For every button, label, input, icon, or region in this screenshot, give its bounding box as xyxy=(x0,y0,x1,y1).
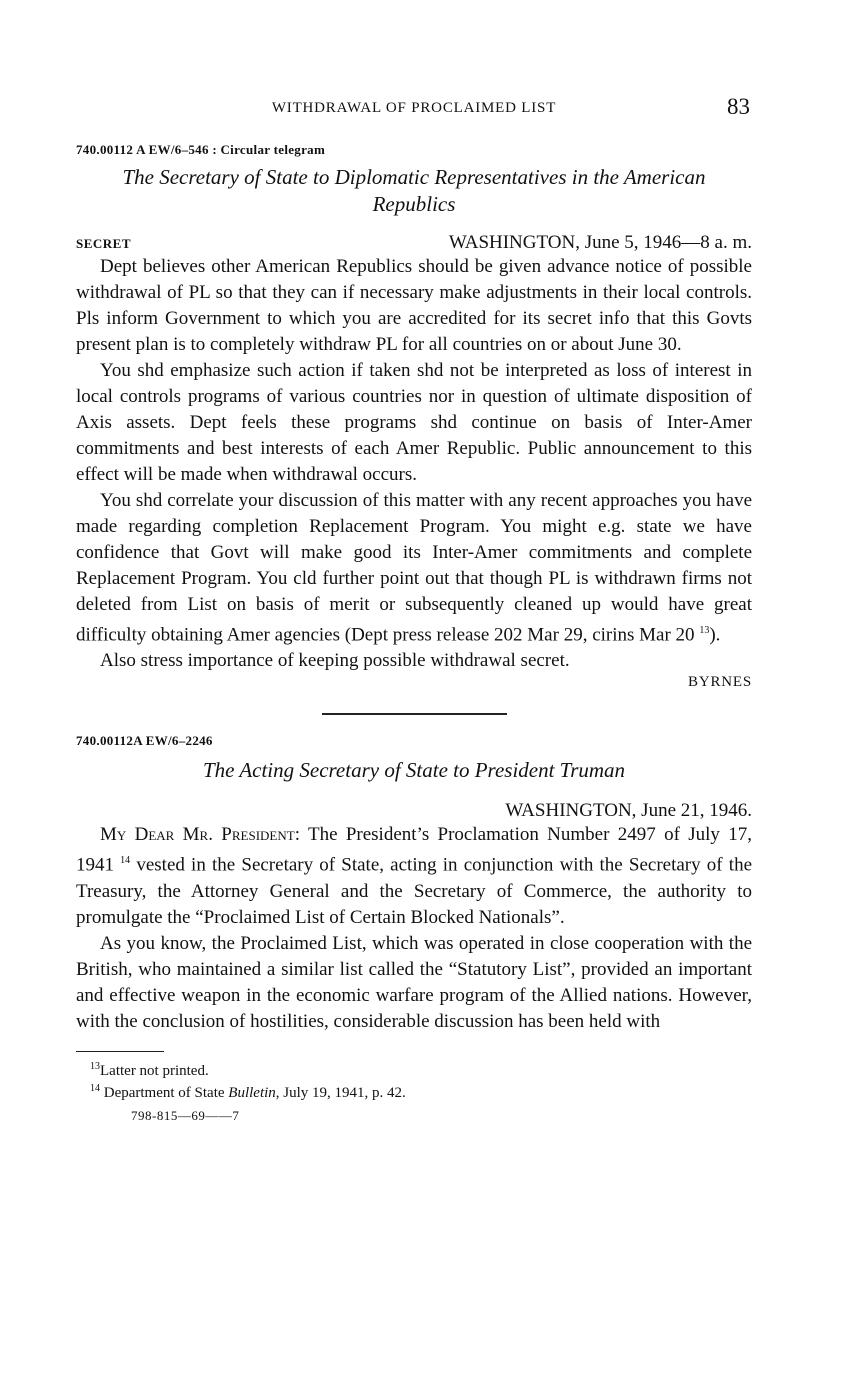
page-header xyxy=(76,90,752,124)
page-number: 83 xyxy=(727,94,750,119)
document-letter xyxy=(76,733,752,1034)
classification-label: SECRET xyxy=(76,236,132,251)
footnotes xyxy=(76,1058,752,1102)
paragraph-text-end: vested in the Secretary of State, acting in conjunction with the Secretary of the Treasury, the Attorney General and the Secretary of Commerce, the authority to promulgate the “Proclaimed List of Certain Blocked Nationals”. xyxy=(76,854,753,928)
document-title: The Secretary of State to Diplomatic Representatives in the American Republics xyxy=(122,165,706,216)
document-page xyxy=(76,90,752,1124)
paragraph-text: The President’s Proclamation Number 2497 of July 17, 1941 xyxy=(76,824,752,876)
footnote xyxy=(90,1080,752,1102)
paragraph-text-end: ). xyxy=(709,624,721,646)
footnote-reference: 14 xyxy=(120,855,131,867)
footnote-divider xyxy=(76,1051,164,1052)
file-number: 740.00112 A EW/6–546 : Circular telegram xyxy=(76,142,326,157)
footnote-text: Department of State xyxy=(103,1084,229,1101)
document-title: The Acting Secretary of State to President Truman xyxy=(202,758,626,783)
section-divider xyxy=(322,713,507,715)
file-number: 740.00112A EW/6–2246 xyxy=(76,733,213,749)
paragraph-text: You shd correlate your discussion of this matter with any recent approaches you have made regarding completion Replacement Program. You might e.g. state we have confidence that Govt will make good its Inter-Amer commitments and complete Replacement Program. You cld further point out that though PL is withdrawn firms not deleted from List on basis of merit or subsequently cleaned up would have great difficulty obtaining Amer agencies (Dept press release 202 Mar 29, cirins Mar 20 xyxy=(76,490,752,646)
footnote xyxy=(90,1058,752,1080)
document-body xyxy=(76,822,752,1034)
paragraph: You shd emphasize such action if taken shd not be interpreted as loss of interest in local controls programs of various countries nor in question of ultimate disposition of Axis assets. Dept feels these programs shd continue on basis of Inter-Amer commitments and best interests of each Amer Republic. Public announcement to this effect will be made when withdrawal occurs. xyxy=(76,360,752,485)
paragraph: Dept believes other American Republics should be given advance notice of possible withdrawal of PL so that they can if necessary make adjustments in their local controls. Pls inform Government to which you are accredited for its secret info that this Govts present plan is to completely withdraw PL for all countries on or about June 30. xyxy=(76,256,752,355)
footnote-mark: 13 xyxy=(90,1060,100,1072)
document-circular-telegram xyxy=(76,142,752,691)
signature: BYRNES xyxy=(688,674,752,691)
footnote-mark: 14 xyxy=(90,1082,100,1094)
print-code: 798-815—69——7 xyxy=(131,1107,240,1123)
paragraph xyxy=(76,488,752,648)
footnote-text-end: , July 19, 1941, p. 42. xyxy=(275,1084,406,1101)
footnote-text: Latter not printed. xyxy=(100,1062,209,1079)
dateline: WASHINGTON, June 5, 1946—8 a. m. xyxy=(448,232,752,253)
document-body xyxy=(76,254,752,674)
footnote-italic: Bulletin xyxy=(228,1084,276,1101)
paragraph xyxy=(76,822,752,930)
dateline: WASHINGTON, June 21, 1946. xyxy=(505,800,752,822)
running-head: WITHDRAWAL OF PROCLAIMED LIST xyxy=(271,100,557,116)
dateline-row xyxy=(76,232,752,254)
salutation: My Dear Mr. President: xyxy=(100,824,300,846)
paragraph: As you know, the Proclaimed List, which was operated in close cooperation with the British, who maintained a similar list called the “Statutory List”, provided an important and effective weapon in the economic warfare program of the Allied nations. However, with the conclusion of hostilities, considerable discussion has been held with xyxy=(76,932,752,1032)
paragraph: Also stress importance of keeping possible withdrawal secret. xyxy=(100,650,570,672)
footnote-reference: 13 xyxy=(699,625,710,636)
